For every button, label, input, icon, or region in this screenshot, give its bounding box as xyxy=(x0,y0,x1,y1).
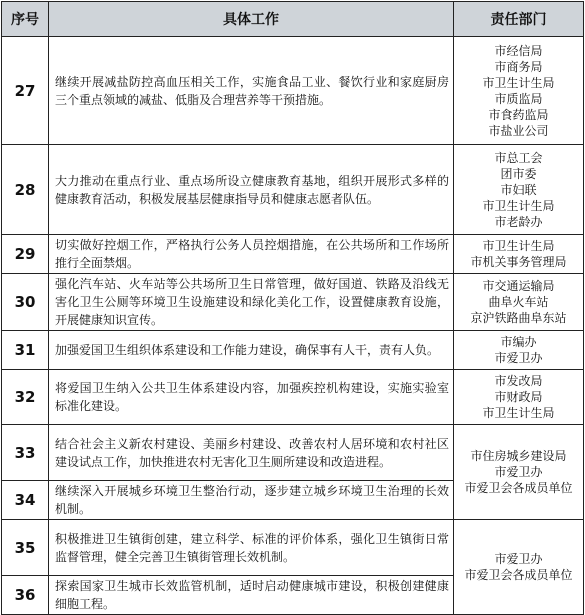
dept-name: 市发改局 xyxy=(494,374,543,388)
responsible-depts xyxy=(454,520,584,615)
responsible-depts xyxy=(454,37,584,145)
table-row xyxy=(2,520,584,576)
row-number: 31 xyxy=(2,331,49,370)
table-row xyxy=(2,331,584,370)
table-row xyxy=(2,145,584,235)
dept-name: 市卫生计生局 xyxy=(482,198,555,213)
work-description: 强化汽车站、火车站等公共场所卫生日常管理，做好国道、铁路及沿线无害化卫生公厕等环境卫生设施建设和绿化美化工作，设置健康教育设施，开展健康知识宣传。 xyxy=(49,274,454,331)
work-description: 将爱国卫生纳入公共卫生体系建设内容，加强疾控机构建设，实施实验室标准化建设。 xyxy=(49,370,454,425)
table-row xyxy=(2,370,584,425)
row-number: 28 xyxy=(2,145,49,235)
dept-name: 京沪铁路曲阜东站 xyxy=(470,311,567,325)
dept-name: 市食药监局 xyxy=(488,107,549,122)
dept-name: 市住房城乡建设局 xyxy=(470,449,567,463)
dept-name: 市卫生计生局 xyxy=(482,239,555,253)
dept-name: 市质监局 xyxy=(494,91,543,106)
dept-name: 市爱卫办 xyxy=(494,465,543,479)
row-number: 34 xyxy=(2,481,49,520)
dept-name: 市机关事务管理局 xyxy=(470,255,567,269)
dept-name: 市爱卫办 xyxy=(494,351,543,365)
dept-name: 市盐业公司 xyxy=(488,123,549,138)
responsible-depts xyxy=(454,331,584,370)
work-description: 继续深入开展城乡环境卫生整治行动，逐步建立城乡环境卫生治理的长效机制。 xyxy=(49,481,454,520)
dept-name: 市卫生计生局 xyxy=(482,75,555,90)
row-number: 33 xyxy=(2,425,49,481)
row-number: 30 xyxy=(2,274,49,331)
work-description: 继续开展减盐防控高血压相关工作，实施食品工业、餐饮行业和家庭厨房三个重点领域的减盐、低脂及合理营养等干预措施。 xyxy=(49,37,454,145)
header-work: 具体工作 xyxy=(49,2,454,37)
work-description: 大力推动在重点行业、重点场所设立健康教育基地，组织开展形式多样的健康教育活动，积极发展基层健康指导员和健康志愿者队伍。 xyxy=(49,145,454,235)
dept-name: 市爱卫会各成员单位 xyxy=(464,481,573,495)
table-row xyxy=(2,274,584,331)
work-description: 积极推进卫生镇街创建，建立科学、标准的评价体系，强化卫生镇街日常监督管理，健全完善卫生镇街管理长效机制。 xyxy=(49,520,454,576)
work-description: 结合社会主义新农村建设、美丽乡村建设、改善农村人居环境和农村社区建设试点工作，加快推进农村无害化卫生厕所建设和改造进程。 xyxy=(49,425,454,481)
dept-name: 市财政局 xyxy=(494,390,543,404)
header-row xyxy=(2,2,584,37)
row-number: 35 xyxy=(2,520,49,576)
dept-name: 市商务局 xyxy=(494,59,543,74)
responsible-depts xyxy=(454,145,584,235)
dept-name: 市经信局 xyxy=(494,43,543,58)
header-dept: 责任部门 xyxy=(454,2,584,37)
dept-name: 曲阜火车站 xyxy=(488,295,549,309)
responsible-depts xyxy=(454,274,584,331)
dept-name: 市爱卫会各成员单位 xyxy=(464,568,573,582)
responsible-depts xyxy=(454,235,584,274)
table-row xyxy=(2,37,584,145)
work-table xyxy=(1,1,584,615)
header-index: 序号 xyxy=(2,2,49,37)
row-number: 36 xyxy=(2,576,49,615)
responsible-depts xyxy=(454,425,584,520)
work-description: 切实做好控烟工作，严格执行公务人员控烟措施，在公共场所和工作场所推行全面禁烟。 xyxy=(49,235,454,274)
table-row xyxy=(2,425,584,481)
dept-name: 市总工会 xyxy=(494,150,543,165)
row-number: 27 xyxy=(2,37,49,145)
row-number: 32 xyxy=(2,370,49,425)
table-row xyxy=(2,235,584,274)
work-description: 加强爱国卫生组织体系建设和工作能力建设，确保事有人干，责有人负。 xyxy=(49,331,454,370)
row-number: 29 xyxy=(2,235,49,274)
dept-name: 市爱卫办 xyxy=(494,552,543,566)
dept-name: 团市委 xyxy=(500,166,537,181)
dept-name: 市老龄办 xyxy=(494,214,543,229)
dept-name: 市妇联 xyxy=(500,182,537,197)
dept-name: 市交通运输局 xyxy=(482,279,555,293)
work-description: 探索国家卫生城市长效监管机制，适时启动健康城市建设，积极创建健康细胞工程。 xyxy=(49,576,454,615)
dept-name: 市编办 xyxy=(500,335,537,349)
dept-name: 市卫生计生局 xyxy=(482,406,555,420)
responsible-depts xyxy=(454,370,584,425)
